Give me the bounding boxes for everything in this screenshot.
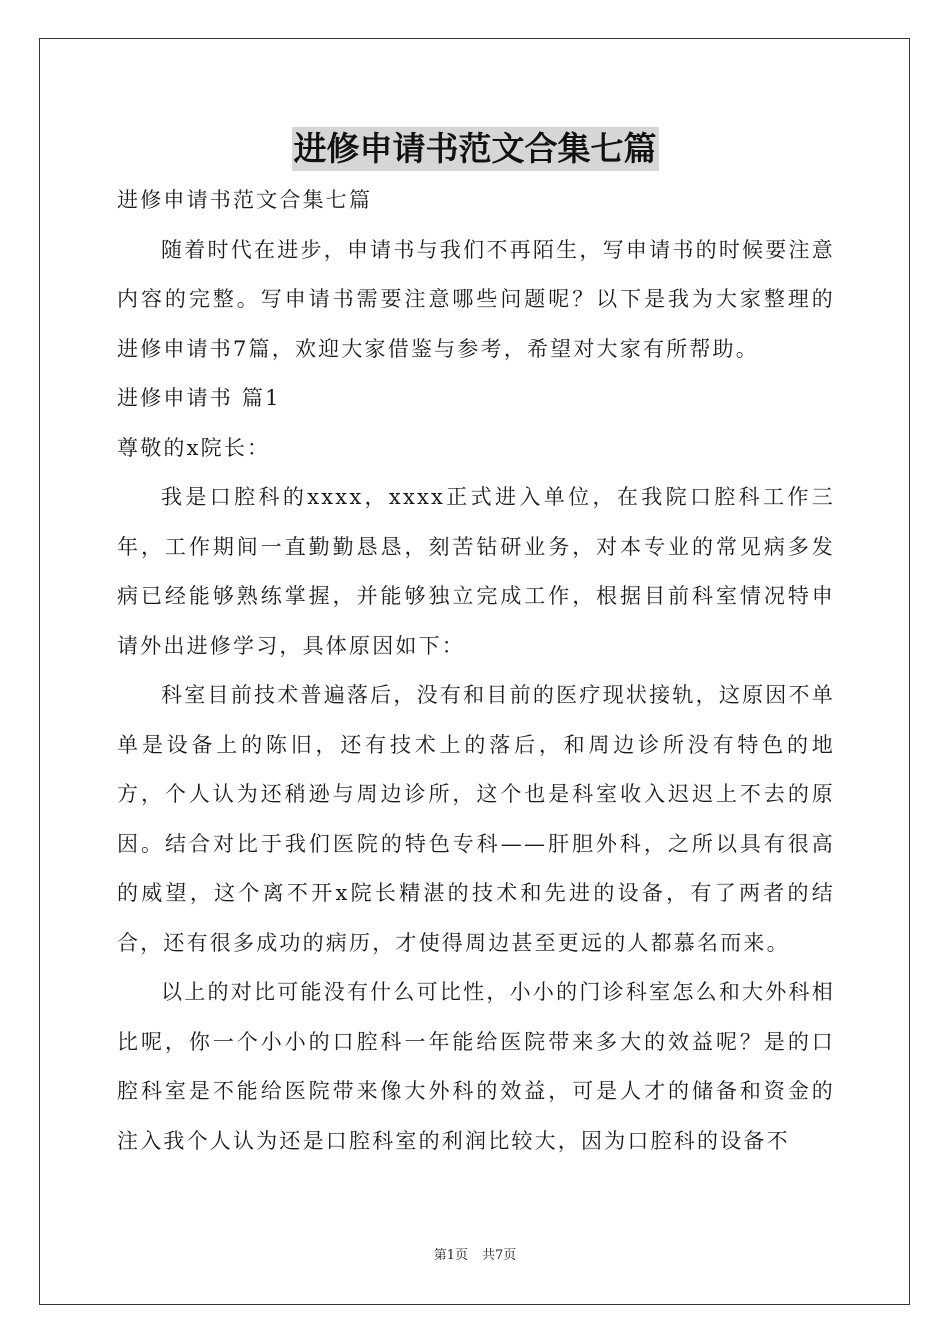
page-total: 共7页 xyxy=(482,1248,517,1263)
title-container xyxy=(0,127,950,171)
page-number: 第1页 xyxy=(433,1248,468,1263)
document-body xyxy=(117,176,835,1166)
document-title: 进修申请书范文合集七篇 xyxy=(292,127,659,171)
subtitle-line: 进修申请书范文合集七篇 xyxy=(117,188,373,212)
intro-paragraph: 随着时代在进步，申请书与我们不再陌生，写申请书的时候要注意内容的完整。写申请书需要注意哪些问题呢？以下是我为大家整理的进修申请书7篇，欢迎大家借鉴与参考，希望对大家有所帮助。 xyxy=(117,237,835,361)
page-footer xyxy=(0,1247,950,1265)
body-paragraph: 科室目前技术普遍落后，没有和目前的医疗现状接轨，这原因不单单是设备上的陈旧，还有技术上的落后，和周边诊所没有特色的地方，个人认为还稍逊与周边诊所，这个也是科室收入迟迟上不去的原因。结合对比于我们医院的特色专科——肝胆外科，之所以具有很高的威望，这个离不开x院长精湛的技术和先进的设备，有了两者的结合，还有很多成功的病历，才使得周边甚至更远的人都慕名而来。 xyxy=(117,683,835,955)
section-heading: 进修申请书 篇1 xyxy=(117,386,281,410)
body-paragraph: 以上的对比可能没有什么可比性，小小的门诊科室怎么和大外科相比呢，你一个小小的口腔科一年能给医院带来多大的效益呢？是的口腔科室是不能给医院带来像大外科的效益，可是人才的储备和资金的注入我个人认为还是口腔科室的利润比较大，因为口腔科的设备不 xyxy=(117,980,835,1153)
salutation: 尊敬的x院长： xyxy=(117,435,271,460)
body-paragraph: 我是口腔科的xxxx，xxxx正式进入单位，在我院口腔科工作三年，工作期间一直勤勤恳恳，刻苦钻研业务，对本专业的常见病多发病已经能够熟练掌握，并能够独立完成工作，根据目前科室情况特申请外出进修学习，具体原因如下： xyxy=(117,485,835,658)
